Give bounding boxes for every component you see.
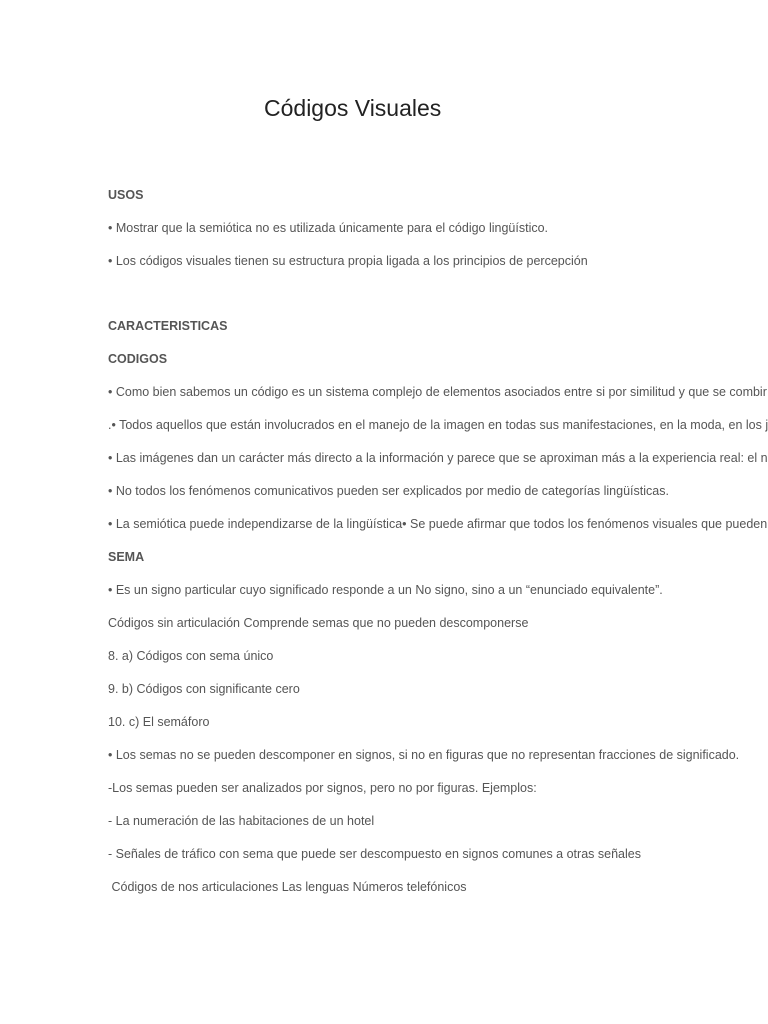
usos-line-1: • Mostrar que la semiótica no es utilizada únicamente para el código lingüístico. xyxy=(108,221,549,235)
codigos-line-3: • Las imágenes dan un carácter más directo a la información y parece que se aproximan más a la experiencia real: el n xyxy=(108,451,768,465)
sema-line-2: Códigos sin articulación Comprende semas que no pueden descomponerse xyxy=(108,616,529,630)
codigos-line-5: • La semiótica puede independizarse de la lingüística• Se puede afirmar que todos los fenómenos visuales que pueden xyxy=(108,517,768,531)
codigos-line-4: • No todos los fenómenos comunicativos pueden ser explicados por medio de categorías lingüísticas. xyxy=(108,484,669,498)
sema-line-5: 10. c) El semáforo xyxy=(108,715,210,729)
codigos-line-2: .• Todos aquellos que están involucrados en el manejo de la imagen en todas sus manifestaciones, en la moda, en los j xyxy=(108,418,768,432)
sema-line-9: - Señales de tráfico con sema que puede ser descompuesto en signos comunes a otras señales xyxy=(108,847,641,861)
section-heading-caracteristicas: CARACTERISTICAS xyxy=(108,319,228,333)
section-heading-codigos: CODIGOS xyxy=(108,352,168,366)
sema-line-4: 9. b) Códigos con significante cero xyxy=(108,682,300,696)
section-heading-sema: SEMA xyxy=(108,550,145,564)
document-title: Códigos Visuales xyxy=(264,95,442,121)
usos-line-2: • Los códigos visuales tienen su estructura propia ligada a los principios de percepción xyxy=(108,254,588,268)
sema-line-10: Códigos de nos articulaciones Las lenguas Números telefónicos xyxy=(108,880,467,894)
codigos-line-1: • Como bien sabemos un código es un sistema complejo de elementos asociados entre si por similitud y que se combir xyxy=(108,385,767,399)
sema-line-3: 8. a) Códigos con sema único xyxy=(108,649,274,663)
section-heading-usos: USOS xyxy=(108,188,144,202)
sema-line-7: -Los semas pueden ser analizados por signos, pero no por figuras. Ejemplos: xyxy=(108,781,537,795)
sema-line-6: • Los semas no se pueden descomponer en signos, si no en figuras que no representan fracciones de significado. xyxy=(108,748,740,762)
sema-line-8: - La numeración de las habitaciones de un hotel xyxy=(108,814,375,828)
sema-line-1: • Es un signo particular cuyo significado responde a un No signo, sino a un “enunciado equivalente”. xyxy=(108,583,663,597)
